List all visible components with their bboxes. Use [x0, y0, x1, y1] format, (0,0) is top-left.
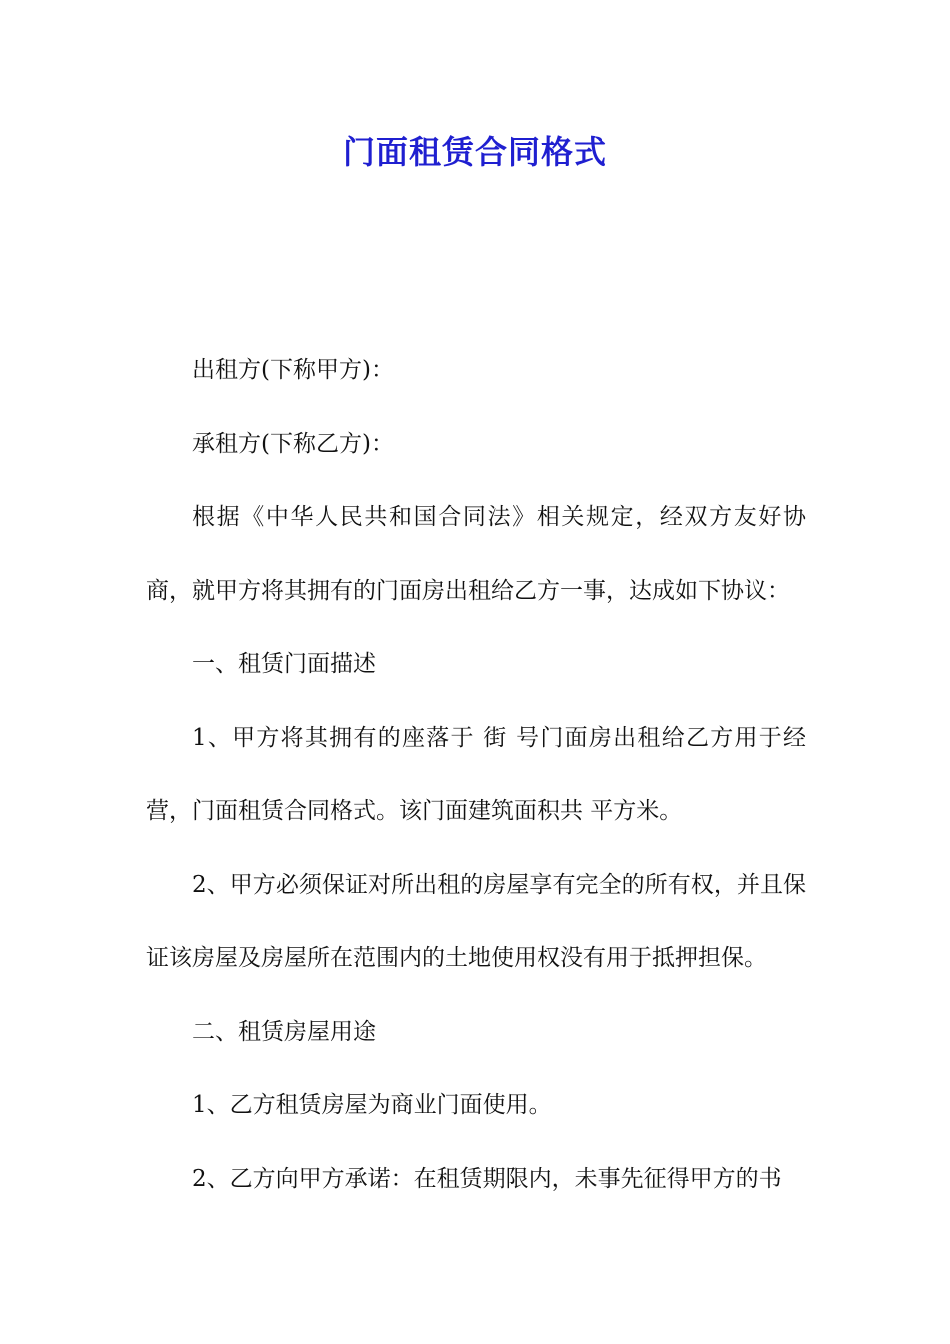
document-body [146, 334, 806, 1216]
paragraph-lessor: 出租方(下称甲方)： [192, 357, 394, 383]
paragraph-lessee: 承租方(下称乙方)： [192, 430, 394, 457]
paragraph-2-2: 2、乙方向甲方承诺：在租赁期限内，未事先征得甲方的书 [192, 1165, 782, 1192]
paragraph-1-1: 1、甲方将其拥有的座落于 街 号门面房出租给乙方用于经营，门面租赁合同格式。该门面建筑面积共 平方米。 [146, 724, 806, 824]
paragraph-1-2: 2、甲方必须保证对所出租的房屋享有完全的所有权，并且保证该房屋及房屋所在范围内的土地使用权没有用于抵押担保。 [146, 871, 806, 971]
paragraph-2-1: 1、乙方租赁房屋为商业门面使用。 [192, 1092, 552, 1118]
document-title: 门面租赁合同格式 [342, 133, 607, 171]
paragraph-preamble: 根据《中华人民共和国合同法》相关规定，经双方友好协商，就甲方将其拥有的门面房出租给乙方一事，达成如下协议： [146, 504, 806, 604]
section-heading-2: 二、租赁房屋用途 [192, 1018, 376, 1045]
section-heading-1: 一、租赁门面描述 [192, 651, 376, 677]
